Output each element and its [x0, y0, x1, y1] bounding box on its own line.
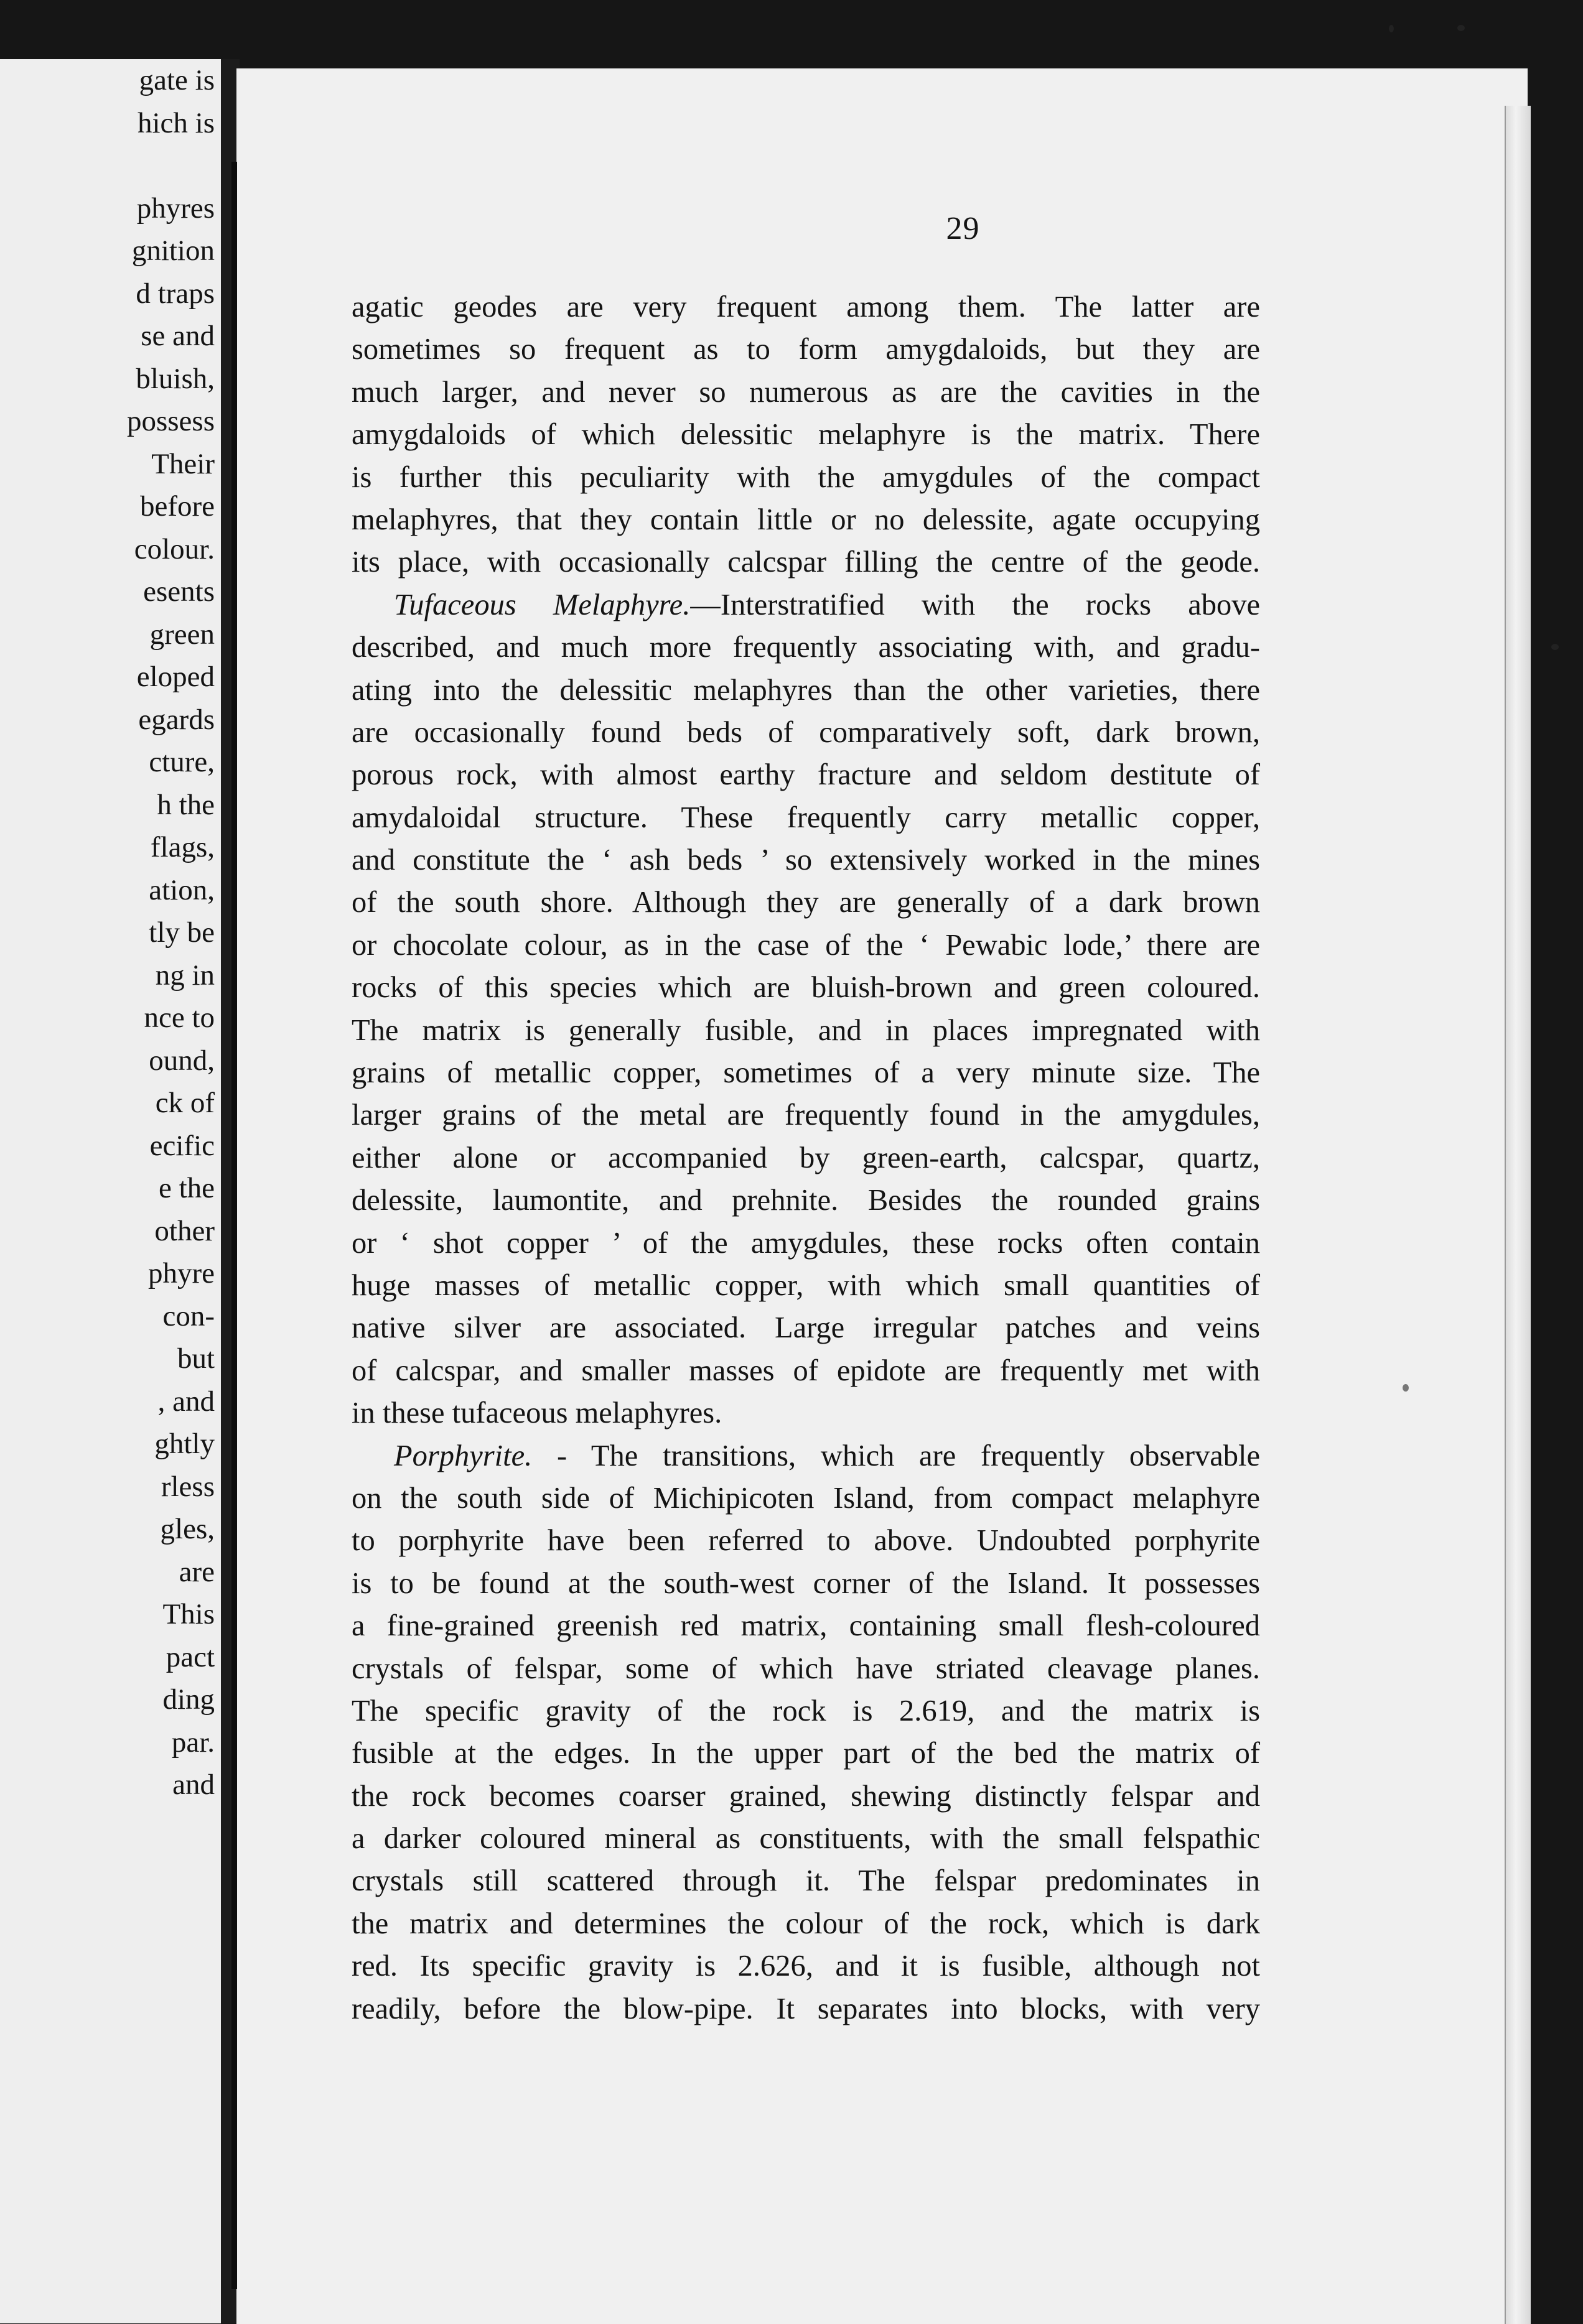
- text-line: readily, before the blow-pipe. It separates into blocks, with very: [352, 1992, 1260, 2025]
- text-line: melaphyres, that they contain little or no delessite, agate occupying: [352, 503, 1260, 536]
- previous-page-line: flags,: [150, 831, 215, 863]
- previous-page-line: con-: [162, 1299, 215, 1332]
- previous-page-line: possess: [126, 405, 215, 437]
- paragraph-first-line: Tufaceous Melaphyre.—Interstratified with the rocks above: [394, 588, 1261, 621]
- previous-page-line: [0, 144, 215, 187]
- text-line: porous rock, with almost earthy fracture and seldom destitute of: [352, 758, 1260, 792]
- previous-page-line: ck of: [155, 1087, 215, 1119]
- previous-page-line: ation,: [149, 873, 215, 906]
- text-line: huge masses of metallic copper, with which small quantities of: [352, 1268, 1260, 1302]
- previous-page-line: rless: [161, 1470, 215, 1503]
- previous-page-line: Their: [151, 447, 215, 480]
- text-line: and constitute the ‘ ash beds ’ so extensively worked in the mines: [352, 844, 1260, 877]
- text-line: is further this peculiarity with the amygdules of the compact: [352, 460, 1260, 494]
- previous-page-line: esents: [143, 575, 215, 608]
- scan-speck: [1457, 25, 1465, 31]
- text-line: crystals of felspar, some of which have striated cleavage planes.: [352, 1652, 1260, 1685]
- previous-page-line: bluish,: [136, 362, 215, 395]
- paragraph-tufaceous-melaphyre: [352, 584, 1260, 1435]
- paragraph-first-line: Porphyrite. - The transitions, which are frequently observable: [394, 1439, 1260, 1472]
- previous-page-line: e the: [158, 1172, 215, 1204]
- previous-page-line: tly be: [149, 916, 215, 949]
- previous-page-line: gate is: [139, 64, 215, 96]
- previous-page-line: d traps: [136, 277, 215, 310]
- previous-page-line: se and: [141, 320, 215, 352]
- previous-page-line: before: [139, 490, 215, 523]
- text-line: or chocolate colour, as in the case of the ‘ Pewabic lode,’ there are: [352, 928, 1260, 962]
- previous-page-line: eloped: [136, 661, 215, 693]
- page-edge: [1505, 106, 1531, 2324]
- paragraph-geodes: [352, 286, 1260, 584]
- text-line: described, and much more frequently associating with, and gradu-: [352, 631, 1260, 664]
- page-number: [236, 210, 1528, 247]
- previous-page-line: ound,: [149, 1044, 215, 1077]
- text-line: in these tufaceous melaphyres.: [352, 1397, 722, 1430]
- text-line: rocks of this species which are bluish-brown and green coloured.: [352, 971, 1260, 1005]
- text-line: to porphyrite have been referred to above. Undoubted porphyrite: [352, 1524, 1260, 1558]
- previous-page-line: phyre: [147, 1257, 215, 1290]
- text-line: amydaloidal structure. These frequently carry metallic copper,: [352, 801, 1260, 834]
- previous-page-line: green: [149, 618, 215, 651]
- previous-page-line: cture,: [149, 746, 215, 778]
- text-line: the rock becomes coarser grained, shewing distinctly felspar and: [352, 1779, 1260, 1813]
- paragraph-porphyrite: [352, 1435, 1260, 2030]
- text-line: much larger, and never so numerous as are the cavities in the: [352, 375, 1260, 409]
- text-line: amygdaloids of which delessitic melaphyre is the matrix. There: [352, 418, 1260, 452]
- text-line: agatic geodes are very frequent among them. The latter are: [352, 290, 1260, 323]
- scan-speck: [1551, 644, 1559, 650]
- text-line: red. Its specific gravity is 2.626, and it is fusible, although not: [352, 1950, 1260, 1983]
- section-heading-porphyrite: Porphyrite.: [394, 1439, 533, 1472]
- previous-page-line: h the: [157, 788, 215, 821]
- page-number-text: 29: [946, 211, 980, 246]
- text-line: of calcspar, and smaller masses of epidote are frequently met with: [352, 1354, 1260, 1387]
- previous-page-line: and: [172, 1769, 215, 1801]
- text-line: the matrix and determines the colour of the rock, which is dark: [352, 1907, 1260, 1940]
- text-line: or ‘ shot copper ’ of the amygdules, these rocks often contain: [352, 1226, 1260, 1260]
- text-line: The matrix is generally fusible, and in places impregnated with: [352, 1013, 1260, 1047]
- page: [236, 68, 1528, 2324]
- text-line: native silver are associated. Large irregular patches and veins: [352, 1311, 1260, 1345]
- text-line: its place, with occasionally calcspar filling the centre of the geode.: [352, 546, 1260, 579]
- text-line: sometimes so frequent as to form amygdaloids, but they are: [352, 333, 1260, 366]
- text-line: crystals still scattered through it. The felspar predominates in: [352, 1864, 1260, 1898]
- previous-page-line: nce to: [144, 1002, 215, 1034]
- previous-page-line: pact: [166, 1640, 215, 1673]
- text-line: fusible at the edges. In the upper part of the bed the matrix of: [352, 1737, 1260, 1770]
- previous-page-line: ding: [162, 1683, 215, 1716]
- previous-page-line: phyres: [136, 192, 215, 225]
- text-line: grains of metallic copper, sometimes of a very minute size. The: [352, 1056, 1260, 1090]
- previous-page-line: ng in: [155, 959, 215, 992]
- scan-speck: [1403, 1384, 1409, 1392]
- previous-page-line: This: [162, 1598, 215, 1630]
- previous-page-line: ghtly: [154, 1428, 215, 1460]
- previous-page-line: are: [179, 1555, 215, 1588]
- previous-page-line: ecific: [149, 1129, 215, 1162]
- binding-shadow: [231, 162, 237, 2289]
- previous-page-line: egards: [138, 703, 215, 736]
- previous-page-fragment: [0, 59, 221, 2323]
- text-line: ating into the delessitic melaphyres than the other varieties, there: [352, 673, 1260, 707]
- previous-page-line: par.: [171, 1726, 215, 1759]
- text-line: either alone or accompanied by green-earth, calcspar, quartz,: [352, 1141, 1260, 1174]
- page-body-text: [352, 286, 1260, 2030]
- text-line: The specific gravity of the rock is 2.619, and the matrix is: [352, 1694, 1260, 1727]
- text-line: on the south side of Michipicoten Island, from compact melaphyre: [352, 1481, 1260, 1515]
- text-line: a fine-grained greenish red matrix, containing small flesh-coloured: [352, 1609, 1260, 1643]
- previous-page-line: but: [177, 1342, 215, 1375]
- text-line: a darker coloured mineral as constituents, with the small felspathic: [352, 1822, 1260, 1856]
- text-line: is to be found at the south-west corner of the Island. It possesses: [352, 1566, 1260, 1600]
- scan-speck: [1389, 25, 1394, 32]
- previous-page-line: colour.: [134, 532, 215, 565]
- previous-page-line: other: [154, 1214, 215, 1247]
- previous-page-line: , and: [157, 1385, 215, 1418]
- text-line: of the south shore. Although they are generally of a dark brown: [352, 886, 1260, 919]
- text-line: are occasionally found beds of comparatively soft, dark brown,: [352, 715, 1260, 749]
- previous-page-line: gnition: [131, 235, 215, 267]
- text-line: delessite, laumontite, and prehnite. Besides the rounded grains: [352, 1184, 1260, 1217]
- previous-page-line: hich is: [137, 106, 215, 139]
- previous-page-line: gles,: [160, 1513, 215, 1545]
- text-line: larger grains of the metal are frequently found in the amygdules,: [352, 1099, 1260, 1132]
- previous-page-text: [0, 59, 215, 1806]
- section-heading-tufaceous-melaphyre: Tufaceous Melaphyre.: [394, 588, 691, 621]
